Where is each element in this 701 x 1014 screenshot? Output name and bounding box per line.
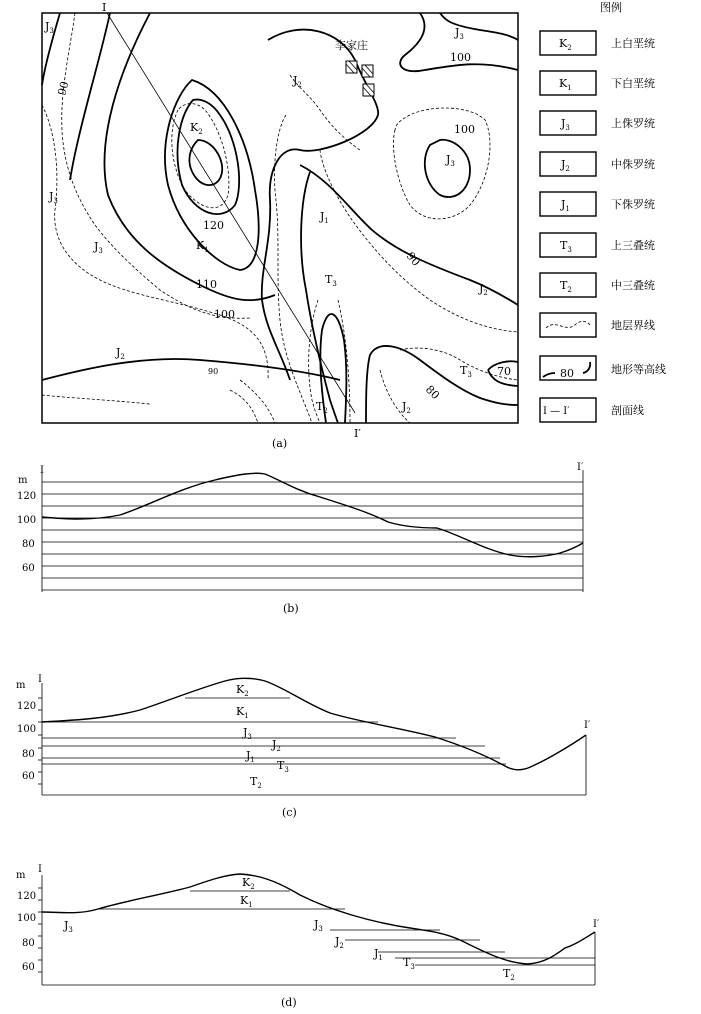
formation-label: $J_3$ [49, 190, 58, 205]
legend-item-t2 [540, 273, 655, 297]
contour-label: 80 [422, 382, 442, 403]
contour-lines [42, 13, 518, 423]
svg-text:I — I′: I — I′ [543, 406, 570, 417]
section-d-tick: 120 [17, 891, 37, 902]
stratum-boundaries [42, 13, 518, 423]
svg-text:J1: $J_1$ [561, 198, 570, 213]
section-line [107, 13, 355, 413]
section-b-tick: 120 [17, 491, 37, 502]
section-b-tick: 100 [17, 515, 37, 526]
svg-text:J1: $J_1$ [246, 749, 255, 764]
svg-text:中侏罗统: 中侏罗统 [611, 158, 655, 171]
section-c-tick: 60 [22, 771, 35, 782]
section-b-end: I′ [577, 462, 584, 473]
svg-text:J3: $J_3$ [64, 919, 73, 934]
svg-text:J3: $J_3$ [243, 726, 252, 741]
formation-label: $T_3$ [460, 364, 472, 379]
section-b [17, 462, 584, 615]
svg-text:地层界线: 地层界线 [611, 319, 655, 332]
legend-item-section-line [540, 398, 644, 422]
legend-item-j3 [540, 111, 655, 135]
legend-title: 图例 [600, 1, 622, 14]
section-b-unit: m [18, 475, 28, 486]
map-end-I-prime: I′ [354, 427, 361, 440]
section-c-end: I′ [584, 720, 591, 731]
contour-label: 90 [403, 249, 423, 269]
contour-label: 110 [196, 278, 217, 291]
caption-a: (a) [272, 437, 288, 450]
contour-label: 90 [208, 367, 219, 376]
svg-text:K2: $K_2$ [236, 683, 249, 698]
formation-label: $J_2$ [293, 74, 302, 89]
section-c-terrain-profile [42, 678, 586, 769]
svg-text:上白垩统: 上白垩统 [611, 37, 655, 50]
formation-label: $J_2$ [402, 400, 411, 415]
village-li-jia-zhuang [335, 38, 374, 96]
svg-text:T3: $T_3$ [277, 759, 289, 774]
svg-text:T3: $T_3$ [403, 956, 415, 971]
section-b-start: I [40, 465, 44, 476]
section-d-end: I′ [593, 919, 600, 930]
section-d-tick: 80 [22, 938, 35, 949]
section-b-terrain-profile [42, 473, 583, 556]
svg-text:剖面线: 剖面线 [611, 404, 644, 417]
svg-text:J2: $J_2$ [335, 935, 344, 950]
formation-label: $J_2$ [116, 346, 125, 361]
section-c-start: I [38, 674, 42, 685]
contour-label: 120 [203, 219, 224, 232]
contour-label: 100 [450, 51, 471, 64]
section-d [16, 864, 600, 1009]
formation-label: $J_3$ [446, 153, 455, 168]
section-d-tick: 60 [22, 962, 35, 973]
svg-text:J2: $J_2$ [272, 738, 281, 753]
section-c-layer-labels [236, 683, 289, 790]
contour-labels [55, 51, 511, 402]
legend [540, 0, 666, 422]
formation-label: $J_3$ [45, 20, 54, 35]
section-d-unit: m [16, 870, 26, 881]
section-b-gridlines [42, 482, 583, 590]
section-d-tick: 100 [17, 913, 37, 924]
svg-text:K2: $K_2$ [559, 37, 572, 52]
svg-text:上三叠统: 上三叠统 [611, 239, 655, 252]
svg-text:J1: $J_1$ [374, 947, 383, 962]
section-c-strata [42, 698, 586, 795]
section-c [16, 674, 591, 819]
svg-text:K1: $K_1$ [236, 705, 249, 720]
section-c-tick: 120 [17, 701, 37, 712]
contour-label: 90 [55, 79, 72, 97]
svg-text:K1: $K_1$ [559, 77, 572, 92]
svg-text:T3: $T_3$ [560, 239, 572, 254]
contour-label: 70 [497, 365, 511, 378]
section-d-strata [42, 891, 595, 985]
section-c-ticks [38, 698, 42, 784]
formation-label: $J_1$ [320, 210, 329, 225]
contour-label: 100 [454, 123, 475, 136]
formation-label: $T_3$ [325, 273, 337, 288]
caption-c: (c) [282, 806, 297, 819]
legend-item-j2 [540, 152, 655, 176]
svg-text:K2: $K_2$ [242, 876, 255, 891]
section-d-ticks [38, 888, 42, 972]
formation-label: $K_1$ [196, 239, 209, 254]
caption-b: (b) [283, 602, 299, 615]
legend-item-k1 [540, 71, 655, 95]
formation-label: $T_2$ [316, 400, 328, 415]
svg-text:T2: $T_2$ [503, 967, 515, 982]
section-b-tick: 60 [22, 563, 35, 574]
section-d-terrain-profile [42, 874, 595, 964]
village-name: 李家庄 [335, 39, 368, 52]
contour-label: 100 [214, 308, 235, 321]
legend-item-k2 [540, 31, 655, 55]
svg-text:J2: $J_2$ [561, 158, 570, 173]
section-c-tick: 80 [22, 749, 35, 760]
formation-label: $K_2$ [190, 121, 203, 136]
legend-item-boundary [540, 313, 655, 337]
map-frame [42, 13, 518, 423]
svg-text:地形等高线: 地形等高线 [611, 363, 666, 376]
svg-text:下白垩统: 下白垩统 [611, 77, 655, 90]
section-b-tick: 80 [22, 539, 35, 550]
legend-item-t3 [540, 233, 655, 257]
section-d-start: I [38, 864, 42, 875]
section-c-unit: m [16, 680, 26, 691]
legend-item-j1 [540, 192, 655, 216]
section-d-layer-labels [63, 876, 515, 982]
formation-label: $J_3$ [455, 26, 464, 41]
map-start-I: I [102, 1, 107, 14]
svg-text:80: 80 [560, 367, 574, 380]
section-c-tick: 100 [17, 724, 37, 735]
caption-d: (d) [281, 996, 297, 1009]
svg-text:J3: $J_3$ [561, 117, 570, 132]
svg-text:K1: $K_1$ [240, 894, 253, 909]
legend-item-contour [540, 356, 666, 380]
svg-text:上侏罗统: 上侏罗统 [611, 117, 655, 130]
svg-text:下侏罗统: 下侏罗统 [611, 198, 655, 211]
formation-label: $J_2$ [479, 282, 488, 297]
geologic-map [42, 1, 518, 450]
formation-label: $J_3$ [94, 240, 103, 255]
svg-text:T2: $T_2$ [250, 775, 262, 790]
svg-text:T2: $T_2$ [560, 279, 572, 294]
svg-text:J3: $J_3$ [314, 918, 323, 933]
svg-text:中三叠统: 中三叠统 [611, 279, 655, 292]
